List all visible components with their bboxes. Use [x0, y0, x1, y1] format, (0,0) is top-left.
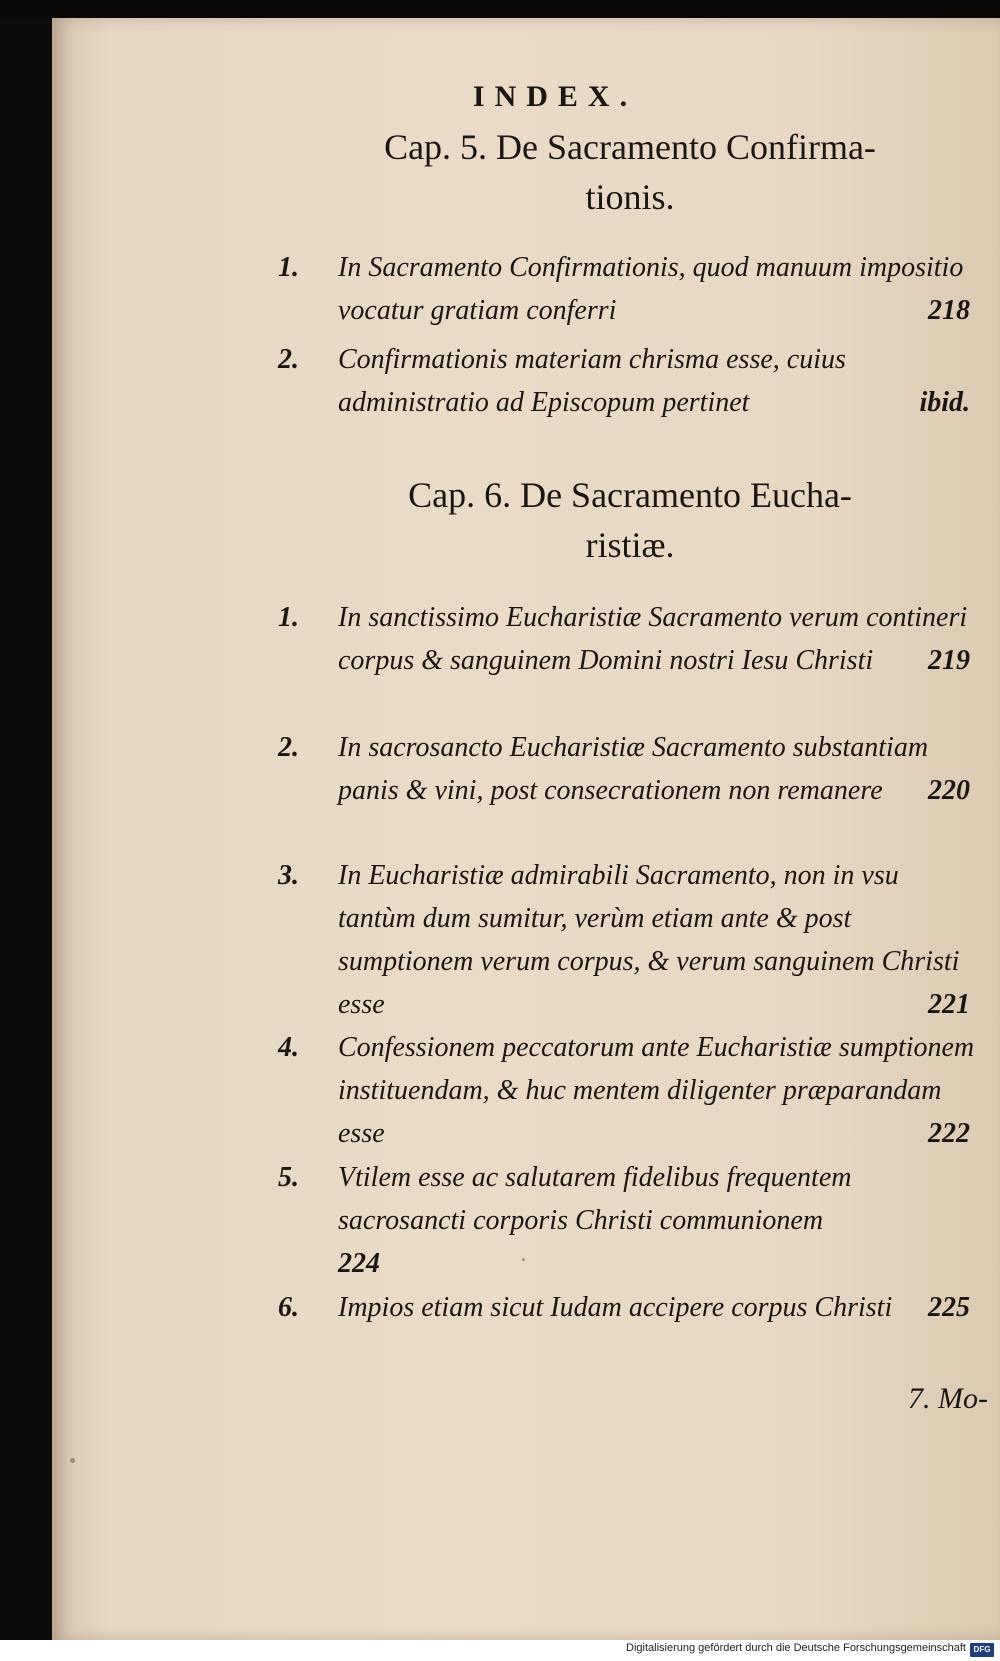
entry-number: 2.	[278, 344, 299, 375]
entry-text: In sanctissimo Eucharistiæ Sacramento verum contineri corpus & sanguinem Domini nostri Iesu Christi	[338, 602, 968, 676]
entry-page-ref: ibid.	[919, 387, 970, 418]
index-entry-c5-2	[278, 338, 980, 424]
index-entry-c6-2	[278, 726, 980, 812]
chapter-6-heading	[330, 470, 930, 570]
entry-page-ref: 218	[928, 295, 970, 326]
entry-number: 1.	[278, 602, 299, 633]
entry-number: 6.	[278, 1292, 299, 1323]
entry-text: In Eucharistiæ admirabili Sacramento, non in vsu tantùm dum sumitur, verùm etiam ante & post sumptionem verum corpus, & verum sanguinem Christi esse	[338, 860, 960, 1020]
entry-text: Impios etiam sicut Iudam accipere corpus Christi	[338, 1292, 893, 1323]
chapter-6-heading-line1: Cap. 6. De Sacramento Eucha-	[408, 475, 852, 515]
dfg-logo: DFG	[970, 1643, 994, 1657]
entry-number: 2.	[278, 732, 299, 763]
entry-number: 4.	[278, 1032, 299, 1063]
scan-top-border	[0, 0, 1000, 18]
chapter-5-heading-line2: tionis.	[585, 177, 675, 217]
chapter-5-heading	[330, 122, 930, 222]
index-entry-c6-6	[278, 1286, 980, 1329]
entry-page-ref: 220	[928, 775, 970, 806]
index-entry-c6-1	[278, 596, 980, 682]
index-entry-c6-3	[278, 854, 980, 1026]
ink-speck	[70, 1458, 75, 1463]
running-head: INDEX.	[472, 80, 638, 113]
entry-page-ref: 221	[928, 989, 970, 1020]
catchword: 7. Mo-	[908, 1382, 988, 1415]
funding-credit: Digitalisierung gefördert durch die Deutsche Forschungsgemeinschaft	[626, 1642, 966, 1654]
digitization-footer	[0, 1640, 1000, 1661]
chapter-6-heading-line2: ristiæ.	[585, 525, 675, 565]
entry-page-ref: 224	[338, 1248, 380, 1279]
entry-page-ref: 225	[928, 1292, 970, 1323]
entry-text: In sacrosancto Eucharistiæ Sacramento substantiam panis & vini, post consecrationem non remanere	[338, 732, 929, 806]
entry-number: 3.	[278, 860, 299, 891]
entry-page-ref: 219	[928, 645, 970, 676]
entry-text: In Sacramento Confirmationis, quod manuum impositio vocatur gratiam conferri	[338, 252, 964, 326]
entry-number: 1.	[278, 252, 299, 283]
entry-text: Confirmationis materiam chrisma esse, cuius administratio ad Episcopum pertinet	[338, 344, 846, 418]
chapter-5-heading-line1: Cap. 5. De Sacramento Confirma-	[384, 127, 876, 167]
index-entry-c6-5	[278, 1156, 980, 1285]
entry-page-ref: 222	[928, 1118, 970, 1149]
index-entry-c5-1	[278, 246, 980, 332]
entry-number: 5.	[278, 1162, 299, 1193]
entry-text: Confessionem peccatorum ante Eucharistiæ sumptionem instituendam, & huc mentem diligenter præparandam esse	[338, 1032, 975, 1149]
index-entry-c6-4	[278, 1026, 980, 1155]
entry-text: Vtilem esse ac salutarem fidelibus frequentem sacrosancti corporis Christi communionem	[338, 1162, 852, 1236]
